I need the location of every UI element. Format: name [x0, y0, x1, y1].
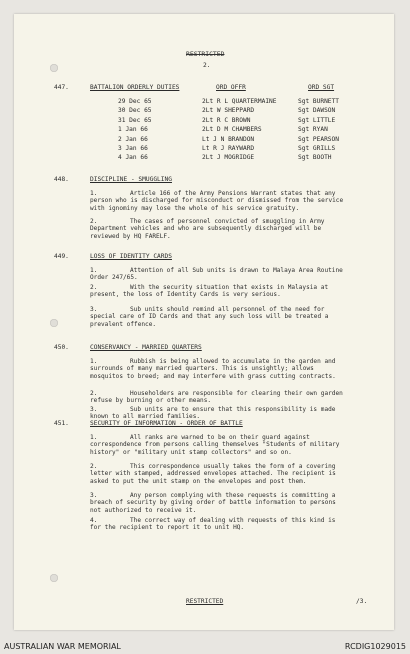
paragraph-text: With the security situation that exists in Malaysia at present, the loss of Identity Cards is very serious.	[90, 284, 329, 299]
roster-officer: 2Lt W SHEPPARD	[202, 107, 255, 115]
roster-sergeant: Sgt PEARSON	[298, 135, 339, 143]
paragraph-text: Householders are responsible for clearing their own garden refuse by burning or other means.	[90, 390, 343, 405]
section-number: 448.	[54, 176, 69, 183]
section-title: DISCIPLINE - SMUGGLING	[90, 176, 172, 183]
paragraph-number: 3.	[90, 306, 98, 313]
roster-officer: 2Lt R C BROWN	[202, 116, 251, 124]
paragraph-text: Article 166 of the Army Pensions Warrant states that any person who is discharged for misconduct or dismissed from the service with ignominy may lose the whole of his service gratuity.	[90, 190, 344, 212]
archive-reference: RCDIG1029015	[344, 642, 406, 651]
roster-sergeant: Sgt DAWSON	[298, 107, 336, 115]
roster-sergeant: Sgt LITTLE	[298, 116, 336, 124]
paragraph-text: Any person complying with these requests is committing a breach of security by giving order of battle information to persons not authorized to receive it.	[90, 492, 336, 514]
punch-hole	[50, 574, 58, 582]
header-classification: RESTRICTED	[186, 50, 225, 58]
section-title: CONSERVANCY - MARRIED QUARTERS	[90, 344, 202, 351]
section-title: BATTALION ORDERLY DUTIES	[90, 84, 180, 91]
section-number: 449.	[54, 253, 69, 260]
roster-date: 30 Dec 65	[118, 107, 152, 115]
page-number: 2.	[203, 62, 211, 69]
paragraph-number: 1.	[90, 190, 98, 197]
roster-sergeant: Sgt BURNETT	[298, 98, 339, 105]
paragraph-number: 1.	[90, 267, 98, 274]
continuation-marker: /3.	[356, 598, 368, 605]
roster-date: 2 Jan 66	[118, 135, 148, 143]
paragraph-number: 4.	[90, 517, 98, 524]
roster-officer: 2Lt D M CHAMBERS	[202, 126, 262, 134]
roster-officer: Lt J N BRANDON	[202, 135, 255, 143]
roster-date: 29 Dec 65	[118, 98, 152, 105]
paragraph-number: 2.	[90, 390, 98, 397]
roster-officer: 2Lt J MOGRIDGE	[202, 154, 255, 162]
paragraph-number: 1.	[90, 434, 98, 441]
roster-sergeant: Sgt RYAN	[298, 126, 328, 134]
punch-hole	[50, 64, 58, 72]
roster-date: 1 Jan 66	[118, 126, 148, 134]
paragraph-number: 3.	[90, 406, 98, 413]
paragraph-text: The correct way of dealing with requests of this kind is for the recipient to report it to unit HQ.	[90, 517, 336, 532]
document-page	[14, 14, 394, 630]
footer-classification: RESTRICTED	[186, 598, 224, 605]
archive-footer	[0, 640, 410, 654]
column-header-sgt: ORD SGT	[308, 84, 335, 91]
paragraph-number: 3.	[90, 492, 98, 499]
paragraph-text: Sub units should remind all personnel of the need for special care of ID Cards and that any such loss will be treated a prevalent offence.	[90, 306, 329, 328]
roster-sergeant: Sgt BOOTH	[298, 154, 332, 162]
section-number: 451.	[54, 420, 69, 427]
paragraph-text: All ranks are warned to be on their guard against correspondence from persons calling themselves "Students of military history" or "military unit stamp collectors" and so on.	[90, 434, 340, 456]
paragraph-text: Attention of all Sub units is drawn to Malaya Area Routine Order 247/65.	[90, 267, 343, 282]
section-number: 450.	[54, 344, 69, 351]
section-title: LOSS OF IDENTITY CARDS	[90, 253, 172, 260]
paragraph-number: 1.	[90, 358, 98, 365]
paragraph-text: The cases of personnel convicted of smuggling in Army Department vehicles and who are subsequently discharged will be reviewed by HQ FARELF.	[90, 218, 325, 240]
paragraph-number: 2.	[90, 218, 98, 225]
roster-sergeant: Sgt GRILLS	[298, 145, 336, 152]
roster-date: 31 Dec 65	[118, 116, 152, 124]
paragraph-text: Sub units are to ensure that this responsibility is made known to all married families.	[90, 406, 336, 421]
roster-date: 4 Jan 66	[118, 154, 148, 162]
roster-officer: Lt R J RAYWARD	[202, 145, 255, 152]
section-number: 447.	[54, 84, 69, 91]
column-header-offr: ORD OFFR	[216, 84, 246, 91]
paragraph-number: 2.	[90, 463, 98, 470]
paragraph-text: Rubbish is being allowed to accumulate in the garden and surrounds of many married quarters. This is unsightly; allows mosquitos to breed; and may interfere with grass cutting contracts.	[90, 358, 336, 380]
section-title: SECURITY OF INFORMATION - ORDER OF BATTLE	[90, 420, 243, 427]
roster-date: 3 Jan 66	[118, 145, 148, 152]
punch-hole	[50, 319, 58, 327]
archive-name: AUSTRALIAN WAR MEMORIAL	[4, 642, 121, 651]
roster-officer: 2Lt R L QUARTERMAINE	[202, 98, 277, 105]
paragraph-number: 2.	[90, 284, 98, 291]
paragraph-text: This correspondence usually takes the form of a covering letter with stamped, addressed envelopes attached. The recipient is asked to put the unit stamp on the envelopes and post them.	[90, 463, 336, 485]
